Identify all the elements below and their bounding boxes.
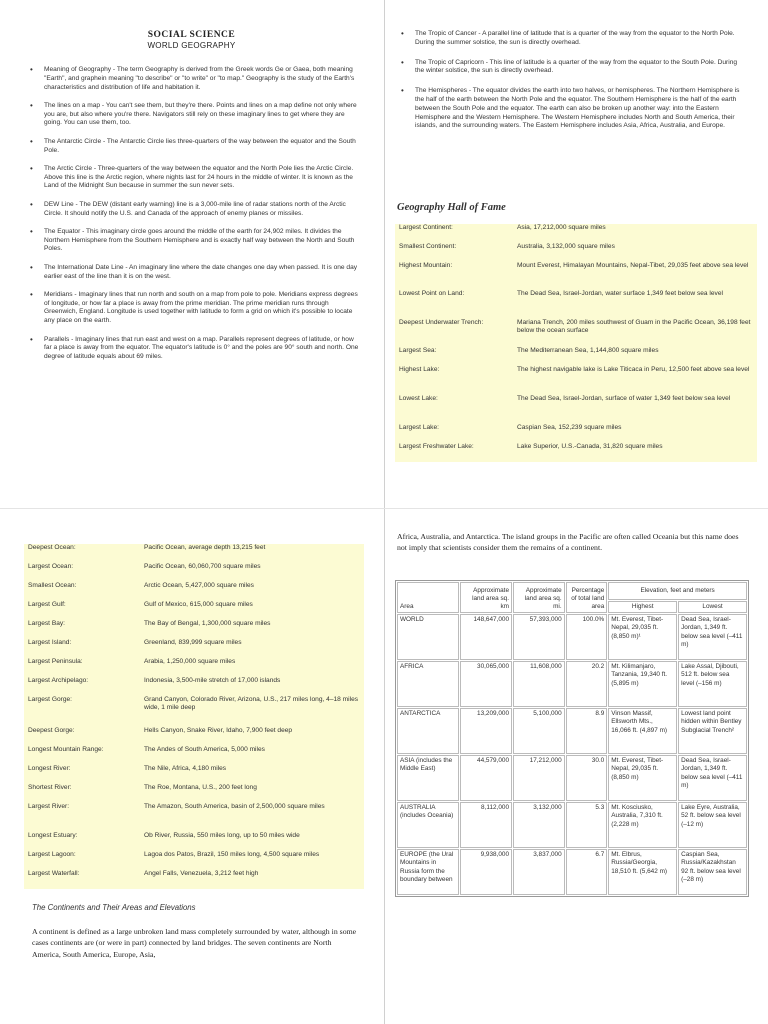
table-header-row	[397, 582, 747, 600]
page-1	[0, 0, 383, 498]
column-header: Elevation, feet and meters	[608, 582, 747, 600]
table-row: AFRICA 30,065,000 11,608,000 20.2 Mt. Kilimanjaro, Tanzania, 19,340 ft. (5,895 m) Lake Assal, Djibouti, 512 ft. below sea level (–156 m)	[397, 661, 747, 707]
table-row: Longest River: The Nile, Africa, 4,180 miles	[28, 765, 227, 772]
hall-of-fame-table	[395, 224, 757, 462]
table-row: Largest Peninsula: Arabia, 1,250,000 square miles	[28, 658, 236, 665]
list-item: • DEW Line - The DEW (distant early warning) line is a 3,000-mile line of radar stations north of the Arctic Circle. It should notify the U.S. and Canada of the approach of enemy planes or missiles.	[30, 201, 360, 219]
table-row: Largest Archipelago: Indonesia, 3,500-mile stretch of 17,000 islands	[28, 677, 281, 684]
body-paragraph: Africa, Australia, and Antarctica. The island groups in the Pacific are often called Oceania but this name does not imply that scientists consider them the remains of a continent.	[397, 532, 739, 553]
table-row: Deepest Ocean: Pacific Ocean, average depth 13,215 feet	[28, 544, 266, 551]
list-item: • The Arctic Circle - Three-quarters of the way between the equator and the North Pole lies the Arctic Circle. Above this line is the Arctic region, where nights last for 24 hours in the middle of winter. It is known as the Land of the Midnight Sun because in summer the sun never sets.	[30, 165, 360, 191]
table-row: Largest Waterfall: Angel Falls, Venezuela, 3,212 feet high	[28, 870, 259, 877]
table-row: AUSTRALIA (includes Oceania) 8,112,000 3,132,000 5.3 Mt. Kosciusko, Australia, 7,310 ft. (2,228 m) Lake Eyre, Australia, 52 ft. below sea level (–12 m)	[397, 802, 747, 848]
table-row: Largest Lagoon: Lagoa dos Patos, Brazil, 150 miles long, 4,500 square miles	[28, 851, 320, 858]
table-row: Largest Continent: Asia, 17,212,000 square miles	[399, 224, 606, 231]
table-row: Largest Gulf: Gulf of Mexico, 615,000 square miles	[28, 601, 253, 608]
table-row: Largest Sea: The Mediterranean Sea, 1,144,800 square miles	[399, 347, 659, 354]
column-header: Highest	[608, 601, 677, 613]
list-item: • The Hemispheres - The equator divides the earth into two halves, or hemispheres. The Northern Hemisphere is the half of the earth between the North Pole and the equator. The Southern Hemisphere is the half of the earth between the South Pole and the equator. The earth can also be broken up another way: into the Eastern Hemisphere and the Western Hemisphere. The Western Hemisphere includes North and South America, their islands, and the surrounding waters. The Eastern Hemisphere includes Asia, Africa, Australia, and Europe.	[401, 87, 741, 131]
column-header: Area	[397, 582, 459, 613]
list-item: • The Tropic of Cancer - A parallel line of latitude that is a quarter of the way from the equator to the North Pole. During the summer solstice, the sun is directly overhead.	[401, 30, 741, 48]
continents-table	[395, 580, 749, 897]
page-2	[385, 0, 768, 498]
column-header: Percentage of total land area	[566, 582, 608, 613]
table-row: ASIA (includes the Middle East) 44,579,000 17,212,000 30.0 Mt. Everest, Tibet-Nepal, 29,035 ft. (8,850 m) Dead Sea, Israel-Jordan, 1,349 ft. below sea level (–411 m)	[397, 755, 747, 801]
table-row: Largest Freshwater Lake: Lake Superior, U.S.-Canada, 31,820 square miles	[399, 443, 663, 450]
table-row: Largest Gorge: Grand Canyon, Colorado River, Arizona, U.S., 217 miles long, 4–18 miles wide, 1 mile deep	[28, 696, 359, 712]
table-row: EUROPE (the Ural Mountains in Russia form the boundary between 9,938,000 3,837,000 6.7 Mt. Elbrus, Russia/Georgia, 18,510 ft. (5,642 m) Caspian Sea, Russia/Kazakhstan 92 ft. below sea level (–28 m)	[397, 849, 747, 895]
list-item: • The Tropic of Capricorn - This line of latitude is a quarter of the way from the equator to the South Pole. During the winter solstice, the sun is directly overhead.	[401, 59, 741, 77]
column-header: Lowest	[678, 601, 747, 613]
records-table	[24, 544, 364, 889]
definitions-list	[30, 66, 360, 371]
table-row: Shortest River: The Roe, Montana, U.S., 200 feet long	[28, 784, 257, 791]
table-row: Deepest Gorge: Hells Canyon, Snake River, Idaho, 7,900 feet deep	[28, 727, 293, 734]
table-row: Largest River: The Amazon, South America, basin of 2,500,000 square miles	[28, 803, 325, 810]
list-item: • The Antarctic Circle - The Antarctic Circle lies three-quarters of the way between the equator and the South Pole.	[30, 138, 360, 156]
table-row: Smallest Ocean: Arctic Ocean, 5,427,000 square miles	[28, 582, 254, 589]
hall-of-fame-heading: Geography Hall of Fame	[397, 202, 506, 213]
table-row: Largest Lake: Caspian Sea, 152,239 square miles	[399, 424, 622, 431]
table-row: Largest Ocean: Pacific Ocean, 60,060,700 square miles	[28, 563, 261, 570]
list-item: • The Equator - This imaginary circle goes around the middle of the earth for 24,902 miles. It divides the Northern Hemisphere from the Southern Hemisphere and is exactly half way between the North and South Poles.	[30, 228, 360, 254]
list-item: • Parallels - Imaginary lines that run east and west on a map. Parallels represent degrees of latitude, or how far a place is away from the equator. The equator's latitude is 0° and the poles are 90° south and north. One degree of latitude equals about 69 miles.	[30, 336, 360, 362]
table-row: Lowest Point on Land: The Dead Sea, Israel-Jordan, water surface 1,349 feet below sea level	[399, 290, 723, 297]
table-row: Lowest Lake: The Dead Sea, Israel-Jordan, surface of water 1,349 feet below sea level	[399, 395, 731, 402]
list-item: • Meaning of Geography - The term Geography is derived from the Greek words Ge or Gaea, both meaning "Earth", and graphein meaning "to describe" or "to write" or "to map." Geography is the study of the Earth's characteristics and distribution of life and habitation it.	[30, 66, 360, 92]
body-paragraph: A continent is defined as a large unbroken land mass completely surrounded by water, although in some cases continents are (or were in part) connected by land bridges. The seven continents are North America, South America, Europe, Asia,	[32, 927, 357, 959]
table-row: Longest Mountain Range: The Andes of South America, 5,000 miles	[28, 746, 265, 753]
page-divider-horizontal	[0, 508, 768, 509]
list-item: • The lines on a map - You can't see them, but they're there. Points and lines on a map define not only where you are, but also where you're there. Navigators still rely on these imaginary lines to get where they are going. You can use them, too.	[30, 102, 360, 128]
section-caption: The Continents and Their Areas and Elevations	[32, 903, 196, 912]
table-row: WORLD 148,647,000 57,393,000 100.0% Mt. Everest, Tibet-Nepal, 29,035 ft. (8,850 m)¹ Dead Sea, Israel-Jordan, 1,349 ft. below sea level (–411 m)	[397, 614, 747, 660]
table-row: Largest Island: Greenland, 839,999 square miles	[28, 639, 242, 646]
table-row: Highest Lake: The highest navigable lake is Lake Titicaca in Peru, 12,500 feet above sea level	[399, 366, 750, 373]
page-3	[0, 522, 383, 1024]
page-title: SOCIAL SCIENCE	[147, 30, 236, 40]
list-item: • Meridians - Imaginary lines that run north and south on a map from pole to pole. Meridians express degrees of longitude, or how far a place is away from the prime meridian. The prime meridian runs through Greenwich, England. Longitude is used together with latitude to form a grid on which it's possible to locate any place on the earth.	[30, 291, 360, 326]
column-header: Approximate land area sq. mi.	[513, 582, 565, 613]
table-row: Largest Bay: The Bay of Bengal, 1,300,000 square miles	[28, 620, 271, 627]
definitions-list	[401, 30, 741, 142]
list-item: • The International Date Line - An imaginary line where the date changes one day when passed. It is one day earlier east of the line than it is on the west.	[30, 264, 360, 282]
page-4	[385, 522, 768, 1024]
table-row: Smallest Continent: Australia, 3,132,000 square miles	[399, 243, 615, 250]
table-row: Longest Estuary: Ob River, Russia, 550 miles long, up to 50 miles wide	[28, 832, 300, 839]
table-row: Highest Mountain: Mount Everest, Himalayan Mountains, Nepal-Tibet, 29,035 feet above sea level	[399, 262, 749, 269]
page-subtitle: WORLD GEOGRAPHY	[147, 41, 236, 50]
table-row: ANTARCTICA 13,209,000 5,100,000 8.9 Vinson Massif, Ellsworth Mts., 16,066 ft. (4,897 m) Lowest land point hidden within Bentley Subglacial Trench²	[397, 708, 747, 754]
table-row: Deepest Underwater Trench: Mariana Trench, 200 miles southwest of Guam in the Pacific Ocean, 36,198 feet below the ocean surface	[399, 319, 751, 335]
column-header: Approximate land area sq. km	[460, 582, 512, 613]
